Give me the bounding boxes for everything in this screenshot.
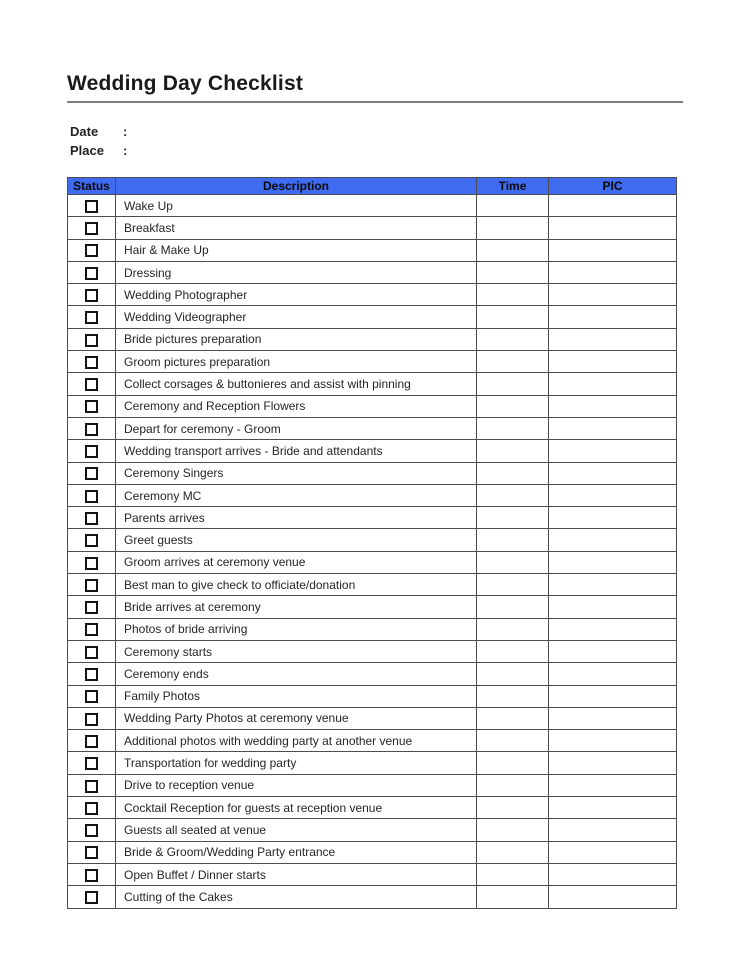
row-pic: [549, 217, 677, 239]
table-row: [68, 462, 677, 484]
checkbox[interactable]: [85, 244, 98, 257]
row-description: Ceremony MC: [116, 484, 477, 506]
checkbox[interactable]: [85, 534, 98, 547]
row-time: [477, 819, 549, 841]
status-cell: [68, 596, 116, 618]
row-description: Parents arrives: [116, 507, 477, 529]
page-title: Wedding Day Checklist: [67, 72, 683, 103]
meta-block: [70, 123, 683, 160]
header-row: [68, 178, 677, 195]
row-pic: [549, 440, 677, 462]
row-description: Additional photos with wedding party at another venue: [116, 730, 477, 752]
row-pic: [549, 351, 677, 373]
checkbox[interactable]: [85, 356, 98, 369]
status-cell: [68, 886, 116, 908]
row-time: [477, 774, 549, 796]
status-cell: [68, 663, 116, 685]
row-time: [477, 462, 549, 484]
row-pic: [549, 797, 677, 819]
checkbox[interactable]: [85, 222, 98, 235]
row-time: [477, 529, 549, 551]
row-time: [477, 707, 549, 729]
row-time: [477, 663, 549, 685]
row-time: [477, 640, 549, 662]
table-row: [68, 351, 677, 373]
row-description: Ceremony Singers: [116, 462, 477, 484]
row-time: [477, 507, 549, 529]
row-time: [477, 685, 549, 707]
status-cell: [68, 261, 116, 283]
status-cell: [68, 685, 116, 707]
header-time: Time: [477, 178, 549, 195]
row-description: Ceremony and Reception Flowers: [116, 395, 477, 417]
table-row: [68, 551, 677, 573]
table-row: [68, 863, 677, 885]
checkbox[interactable]: [85, 467, 98, 480]
row-time: [477, 886, 549, 908]
row-description: Groom arrives at ceremony venue: [116, 551, 477, 573]
table-row: [68, 640, 677, 662]
table-row: [68, 574, 677, 596]
status-cell: [68, 529, 116, 551]
table-row: [68, 239, 677, 261]
place-line: [70, 142, 683, 161]
table-row: [68, 685, 677, 707]
date-colon: :: [123, 124, 128, 139]
row-time: [477, 841, 549, 863]
status-cell: [68, 440, 116, 462]
row-time: [477, 195, 549, 217]
row-description: Wake Up: [116, 195, 477, 217]
status-cell: [68, 373, 116, 395]
row-pic: [549, 373, 677, 395]
table-row: [68, 730, 677, 752]
checkbox[interactable]: [85, 690, 98, 703]
row-pic: [549, 730, 677, 752]
row-time: [477, 797, 549, 819]
row-pic: [549, 551, 677, 573]
table-row: [68, 328, 677, 350]
checkbox[interactable]: [85, 378, 98, 391]
row-description: Dressing: [116, 261, 477, 283]
table-row: [68, 618, 677, 640]
table-row: [68, 440, 677, 462]
place-label: Place: [70, 142, 104, 158]
status-cell: [68, 574, 116, 596]
row-pic: [549, 529, 677, 551]
row-pic: [549, 707, 677, 729]
row-time: [477, 239, 549, 261]
table-row: [68, 752, 677, 774]
table-row: [68, 373, 677, 395]
table-row: [68, 774, 677, 796]
checkbox[interactable]: [85, 423, 98, 436]
row-description: Depart for ceremony - Groom: [116, 417, 477, 439]
header-status: Status: [68, 178, 116, 195]
row-description: Ceremony ends: [116, 663, 477, 685]
row-description: Best man to give check to officiate/donation: [116, 574, 477, 596]
row-description: Guests all seated at venue: [116, 819, 477, 841]
table-row: [68, 484, 677, 506]
row-pic: [549, 574, 677, 596]
table-row: [68, 707, 677, 729]
row-time: [477, 284, 549, 306]
row-time: [477, 730, 549, 752]
row-description: Bride arrives at ceremony: [116, 596, 477, 618]
status-cell: [68, 217, 116, 239]
status-cell: [68, 306, 116, 328]
row-description: Bride & Groom/Wedding Party entrance: [116, 841, 477, 863]
table-row: [68, 596, 677, 618]
checkbox[interactable]: [85, 267, 98, 280]
status-cell: [68, 239, 116, 261]
row-pic: [549, 618, 677, 640]
checkbox[interactable]: [85, 713, 98, 726]
row-time: [477, 261, 549, 283]
row-description: Wedding transport arrives - Bride and attendants: [116, 440, 477, 462]
table-row: [68, 395, 677, 417]
row-description: Ceremony starts: [116, 640, 477, 662]
checkbox[interactable]: [85, 735, 98, 748]
row-pic: [549, 306, 677, 328]
row-description: Hair & Make Up: [116, 239, 477, 261]
checkbox[interactable]: [85, 311, 98, 324]
table-row: [68, 217, 677, 239]
row-pic: [549, 752, 677, 774]
status-cell: [68, 462, 116, 484]
row-time: [477, 484, 549, 506]
row-pic: [549, 640, 677, 662]
checkbox[interactable]: [85, 668, 98, 681]
date-line: [70, 123, 683, 142]
checkbox[interactable]: [85, 846, 98, 859]
checklist-header: [68, 178, 677, 195]
status-cell: [68, 328, 116, 350]
row-pic: [549, 863, 677, 885]
status-cell: [68, 484, 116, 506]
status-cell: [68, 640, 116, 662]
status-cell: [68, 195, 116, 217]
checklist-table: [67, 177, 677, 909]
table-row: [68, 797, 677, 819]
row-time: [477, 618, 549, 640]
checkbox[interactable]: [85, 869, 98, 882]
row-pic: [549, 195, 677, 217]
status-cell: [68, 841, 116, 863]
row-description: Cutting of the Cakes: [116, 886, 477, 908]
row-pic: [549, 484, 677, 506]
status-cell: [68, 417, 116, 439]
row-time: [477, 752, 549, 774]
table-row: [68, 284, 677, 306]
row-time: [477, 395, 549, 417]
row-pic: [549, 886, 677, 908]
status-cell: [68, 819, 116, 841]
row-description: Cocktail Reception for guests at reception venue: [116, 797, 477, 819]
checklist-body: [68, 195, 677, 909]
row-description: Wedding Party Photos at ceremony venue: [116, 707, 477, 729]
table-row: [68, 417, 677, 439]
status-cell: [68, 730, 116, 752]
row-pic: [549, 507, 677, 529]
status-cell: [68, 774, 116, 796]
checkbox[interactable]: [85, 557, 98, 570]
status-cell: [68, 551, 116, 573]
row-pic: [549, 841, 677, 863]
row-time: [477, 373, 549, 395]
checkbox[interactable]: [85, 601, 98, 614]
row-time: [477, 551, 549, 573]
status-cell: [68, 707, 116, 729]
row-description: Drive to reception venue: [116, 774, 477, 796]
row-time: [477, 351, 549, 373]
table-row: [68, 819, 677, 841]
header-pic: PIC: [549, 178, 677, 195]
checkbox[interactable]: [85, 780, 98, 793]
row-description: Wedding Photographer: [116, 284, 477, 306]
row-description: Bride pictures preparation: [116, 328, 477, 350]
row-pic: [549, 462, 677, 484]
row-pic: [549, 663, 677, 685]
checkbox[interactable]: [85, 200, 98, 213]
header-description: Description: [116, 178, 477, 195]
row-pic: [549, 261, 677, 283]
table-row: [68, 306, 677, 328]
row-time: [477, 440, 549, 462]
row-description: Greet guests: [116, 529, 477, 551]
row-description: Groom pictures preparation: [116, 351, 477, 373]
row-pic: [549, 685, 677, 707]
row-pic: [549, 596, 677, 618]
checkbox[interactable]: [85, 579, 98, 592]
checkbox[interactable]: [85, 512, 98, 525]
status-cell: [68, 351, 116, 373]
checkbox[interactable]: [85, 400, 98, 413]
row-time: [477, 417, 549, 439]
row-pic: [549, 819, 677, 841]
table-row: [68, 529, 677, 551]
checkbox[interactable]: [85, 757, 98, 770]
status-cell: [68, 863, 116, 885]
status-cell: [68, 752, 116, 774]
status-cell: [68, 395, 116, 417]
checkbox[interactable]: [85, 646, 98, 659]
row-description: Open Buffet / Dinner starts: [116, 863, 477, 885]
checkbox[interactable]: [85, 891, 98, 904]
table-row: [68, 663, 677, 685]
row-description: Family Photos: [116, 685, 477, 707]
row-time: [477, 217, 549, 239]
status-cell: [68, 284, 116, 306]
checkbox[interactable]: [85, 802, 98, 815]
row-description: Collect corsages & buttonieres and assist with pinning: [116, 373, 477, 395]
row-pic: [549, 239, 677, 261]
row-time: [477, 863, 549, 885]
row-time: [477, 328, 549, 350]
checkbox[interactable]: [85, 490, 98, 503]
row-pic: [549, 395, 677, 417]
row-time: [477, 574, 549, 596]
row-description: Breakfast: [116, 217, 477, 239]
status-cell: [68, 797, 116, 819]
status-cell: [68, 507, 116, 529]
place-colon: :: [123, 142, 128, 158]
row-pic: [549, 774, 677, 796]
checkbox[interactable]: [85, 289, 98, 302]
row-description: Wedding Videographer: [116, 306, 477, 328]
table-row: [68, 507, 677, 529]
status-cell: [68, 618, 116, 640]
date-label: Date: [70, 124, 99, 139]
table-row: [68, 261, 677, 283]
row-time: [477, 306, 549, 328]
row-pic: [549, 284, 677, 306]
row-pic: [549, 328, 677, 350]
row-description: Photos of bride arriving: [116, 618, 477, 640]
row-time: [477, 596, 549, 618]
row-description: Transportation for wedding party: [116, 752, 477, 774]
table-row: [68, 195, 677, 217]
table-row: [68, 841, 677, 863]
table-row: [68, 886, 677, 908]
checkbox[interactable]: [85, 334, 98, 347]
checkbox[interactable]: [85, 445, 98, 458]
checkbox[interactable]: [85, 824, 98, 837]
checkbox[interactable]: [85, 623, 98, 636]
row-pic: [549, 417, 677, 439]
